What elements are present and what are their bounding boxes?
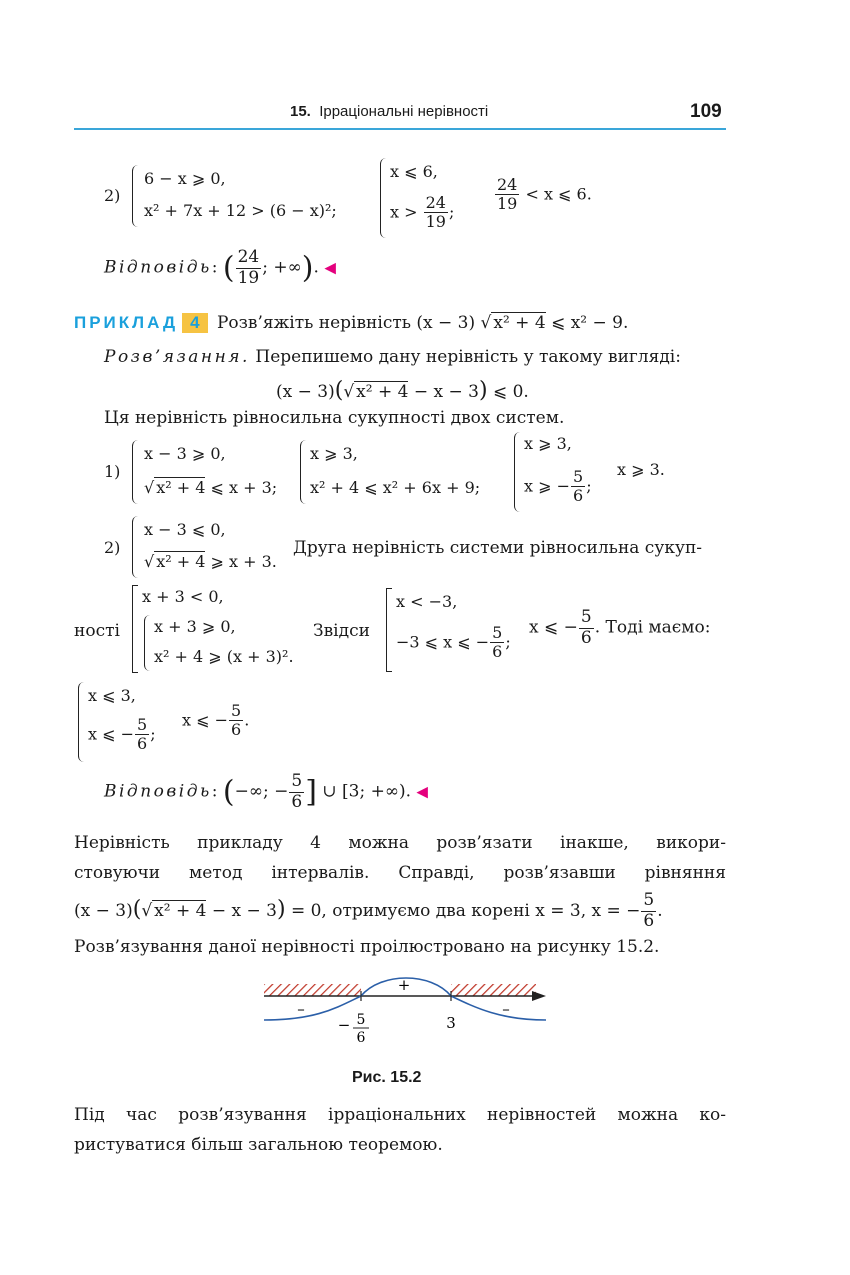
- system-brace: [514, 432, 614, 512]
- paragraph-line: (x − 3)(√ x² + 4 − x − 3) = 0, отримуємо два корені x = 3, x = − $\frac{5}{6}$ .: [74, 890, 663, 931]
- header-rule: [74, 128, 726, 130]
- system-brace: [300, 440, 500, 504]
- minus-sign-right: –: [502, 1000, 510, 1018]
- system-line: x² + 4 ⩾ (x + 3)².: [154, 647, 294, 666]
- hatched-interval-left: [264, 984, 361, 996]
- rewritten-inequality: (x − 3)(√ x² + 4 − x − 3) ⩽ 0.: [276, 378, 529, 403]
- system-line: x ⩽ 3,: [88, 686, 136, 705]
- example-number: 4: [182, 313, 207, 333]
- solution-intro: Розв’язання. Перепишемо дану нерівність у такому вигляді:: [104, 347, 681, 367]
- plus-sign: +: [397, 976, 411, 994]
- system-line: x² + 4 ⩽ x² + 6x + 9;: [310, 478, 481, 497]
- case-label: 2): [104, 538, 121, 557]
- root-label-num: 5: [356, 1012, 366, 1028]
- case2-text: Друга нерівність системи рівносильна сукуп-: [293, 538, 703, 558]
- page-number: 109: [690, 101, 722, 122]
- root-label-den: 6: [356, 1030, 366, 1046]
- continuation-word: ності: [74, 621, 120, 641]
- system-line: √ x² + 4 ⩽ x + 3;: [144, 478, 278, 497]
- minus-sign-left: –: [297, 1000, 305, 1018]
- paragraph-line: Розв’язування даної нерівності проілюстровано на рисунку 15.2.: [74, 937, 660, 957]
- system-line: x + 3 ⩾ 0,: [154, 617, 236, 636]
- paragraph-line: ристуватися більш загальною теоремою.: [74, 1135, 443, 1155]
- result: x ⩽ − $\frac{5}{6}$ . Тоді маємо:: [529, 607, 711, 648]
- answer-1: Відповідь: ( $\frac{24}{19}$ ; +∞). ◀: [104, 247, 336, 288]
- running-header: 15. Ірраціональні нерівності: [290, 103, 489, 120]
- system-line: x > $\frac{24}{19}$ ;: [390, 193, 455, 232]
- set-line: −3 ⩽ x ⩽ − $\frac{5}{6}$ ;: [396, 623, 511, 662]
- system-brace: [380, 158, 480, 238]
- system-line: 6 − x ⩾ 0,: [144, 169, 226, 188]
- paragraph-line: Нерівність прикладу 4 можна розв’язати інакше, викори-: [74, 833, 726, 853]
- result: x ⩽ − $\frac{5}{6}$ .: [182, 701, 250, 740]
- root-label-3: 3: [446, 1014, 456, 1032]
- number-line-figure: [256, 966, 556, 1056]
- result: x ⩾ 3.: [617, 460, 665, 479]
- system-brace: [132, 440, 302, 504]
- system-line: x − 3 ⩽ 0,: [144, 520, 226, 539]
- result: $\frac{24}{19}$ < x ⩽ 6.: [497, 175, 592, 214]
- system-line: x ⩽ 6,: [390, 162, 438, 181]
- system-line: x ⩾ 3,: [310, 444, 358, 463]
- case-label: 2): [104, 186, 121, 205]
- system-brace: [132, 165, 352, 227]
- set-bracket: [132, 585, 312, 673]
- set-line: x < −3,: [396, 592, 458, 611]
- equivalence-text: Ця нерівність рівносильна сукупності двох систем.: [104, 408, 565, 428]
- paragraph: [74, 828, 726, 962]
- hence-word: Звідси: [313, 621, 370, 641]
- system-line: x ⩽ − $\frac{5}{6}$ ;: [88, 715, 156, 754]
- system-line: x ⩾ − $\frac{5}{6}$ ;: [524, 467, 592, 506]
- set-line: x + 3 < 0,: [142, 587, 224, 606]
- root-label-minus: −: [337, 1016, 351, 1034]
- system-line: √ x² + 4 ⩾ x + 3.: [144, 552, 277, 571]
- system-brace: [78, 682, 178, 762]
- set-bracket: [386, 588, 526, 672]
- end-marker-icon: ◀: [324, 258, 336, 277]
- system-line: x − 3 ⩾ 0,: [144, 444, 226, 463]
- paragraph-line: стовуючи метод інтервалів. Справді, розв’язавши рівняння: [74, 863, 726, 883]
- paragraph-line: Під час розв’язування ірраціональних нерівностей можна ко-: [74, 1105, 726, 1125]
- answer-2: Відповідь: (−∞; − $\frac{5}{6}$ ] ∪ [3; +∞). ◀: [104, 771, 428, 812]
- end-marker-icon: ◀: [416, 782, 428, 801]
- system-brace: [132, 516, 292, 578]
- axis-arrow-icon: [532, 991, 546, 1001]
- hatched-interval-right: [451, 984, 536, 996]
- example-heading: ПРИКЛАД 4 Розв’яжіть нерівність (x − 3) √ x² + 4 ⩽ x² − 9.: [74, 313, 629, 333]
- figure-caption: Рис. 15.2: [352, 1069, 422, 1086]
- case-label: 1): [104, 462, 121, 481]
- system-brace: [144, 615, 304, 671]
- paragraph: [74, 1100, 726, 1160]
- system-line: x² + 7x + 12 > (6 − x)²;: [144, 201, 337, 220]
- system-line: x ⩾ 3,: [524, 434, 572, 453]
